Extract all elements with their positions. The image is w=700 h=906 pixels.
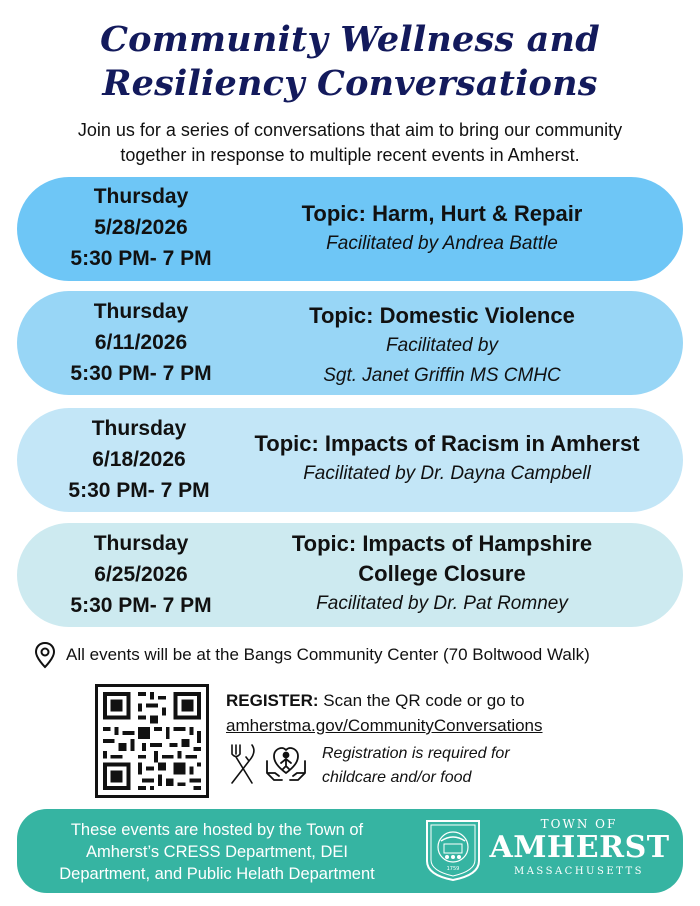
event-when (53, 413, 225, 506)
event-when (55, 181, 227, 274)
qr-code-icon[interactable] (95, 684, 209, 798)
event-when (55, 296, 227, 389)
title-line-1: Community Wellness and (100, 19, 600, 60)
event-date: 6/11/2026 (94, 331, 188, 354)
event-topic-line-2: College Closure (358, 561, 526, 586)
intro-line-2: together in response to multiple recent events in Amherst. (120, 145, 580, 165)
event-card-2 (17, 291, 683, 395)
town-seal-logo (423, 817, 483, 883)
event-facilitator: Facilitated by Andrea Battle (326, 233, 558, 254)
register-label: REGISTER: (226, 691, 319, 710)
event-day: Thursday (93, 300, 189, 323)
event-facilitator: Facilitated by Dr. Dayna Campbell (303, 463, 591, 484)
location-row (34, 640, 674, 670)
event-card-3 (17, 408, 683, 512)
event-topic: Topic: Impacts of Racism in Amherst (254, 431, 640, 456)
footer-banner (17, 809, 683, 893)
event-date: 5/28/2026 (94, 216, 188, 239)
event-card-1 (17, 177, 683, 281)
host-line-3: Department, and Public Helath Department (59, 865, 375, 883)
event-details (227, 429, 667, 489)
seal-year: 1759 (446, 866, 460, 872)
register-text (226, 688, 646, 713)
host-line-2: Amherst’s CRESS Department, DEI (86, 843, 348, 861)
event-facilitator: Facilitated by (386, 335, 498, 356)
amherst-wordmark: AMHERST (489, 830, 670, 865)
event-date: 6/18/2026 (92, 448, 186, 471)
event-day: Thursday (93, 532, 189, 555)
event-day: Thursday (93, 185, 189, 208)
register-link[interactable]: amherstma.gov/CommunityConversations (226, 716, 543, 735)
childcare-hands-icon (264, 741, 308, 785)
registration-note-line-2: childcare and/or food (322, 769, 472, 786)
event-time: 5:30 PM- 7 PM (70, 247, 212, 270)
event-day: Thursday (91, 417, 187, 440)
event-topic: Topic: Harm, Hurt & Repair (301, 201, 583, 226)
registration-note (322, 742, 622, 790)
town-of-label: TOWN OF (540, 817, 618, 831)
event-date: 6/25/2026 (94, 563, 188, 586)
fork-knife-icon (226, 742, 258, 786)
event-when (55, 528, 227, 621)
event-time: 5:30 PM- 7 PM (70, 362, 212, 385)
host-text (37, 819, 397, 885)
event-topic: Topic: Domestic Violence (309, 303, 575, 328)
intro-text (20, 118, 680, 168)
host-line-1: These events are hosted by the Town of (70, 821, 364, 839)
event-details (262, 529, 622, 619)
intro-line-1: Join us for a series of conversations that aim to bring our community (77, 120, 623, 140)
location-text: All events will be at the Bangs Community Center (70 Boltwood Walk) (66, 645, 590, 664)
title-line-2: Resiliency Conversations (102, 63, 598, 104)
massachusetts-label: MASSACHUSETTS (513, 866, 645, 877)
event-topic: Topic: Impacts of Hampshire (291, 531, 593, 556)
event-time: 5:30 PM- 7 PM (68, 479, 210, 502)
location-pin-icon (34, 641, 56, 669)
registration-note-line-1: Registration is required for (322, 745, 510, 762)
event-card-4 (17, 523, 683, 627)
event-facilitator-name: Sgt. Janet Griffin MS CMHC (323, 365, 561, 386)
event-facilitator: Facilitated by Dr. Pat Romney (316, 593, 568, 614)
event-time: 5:30 PM- 7 PM (70, 594, 212, 617)
event-details (262, 301, 622, 391)
event-details (262, 199, 622, 259)
register-instruction: Scan the QR code or go to (318, 691, 525, 710)
